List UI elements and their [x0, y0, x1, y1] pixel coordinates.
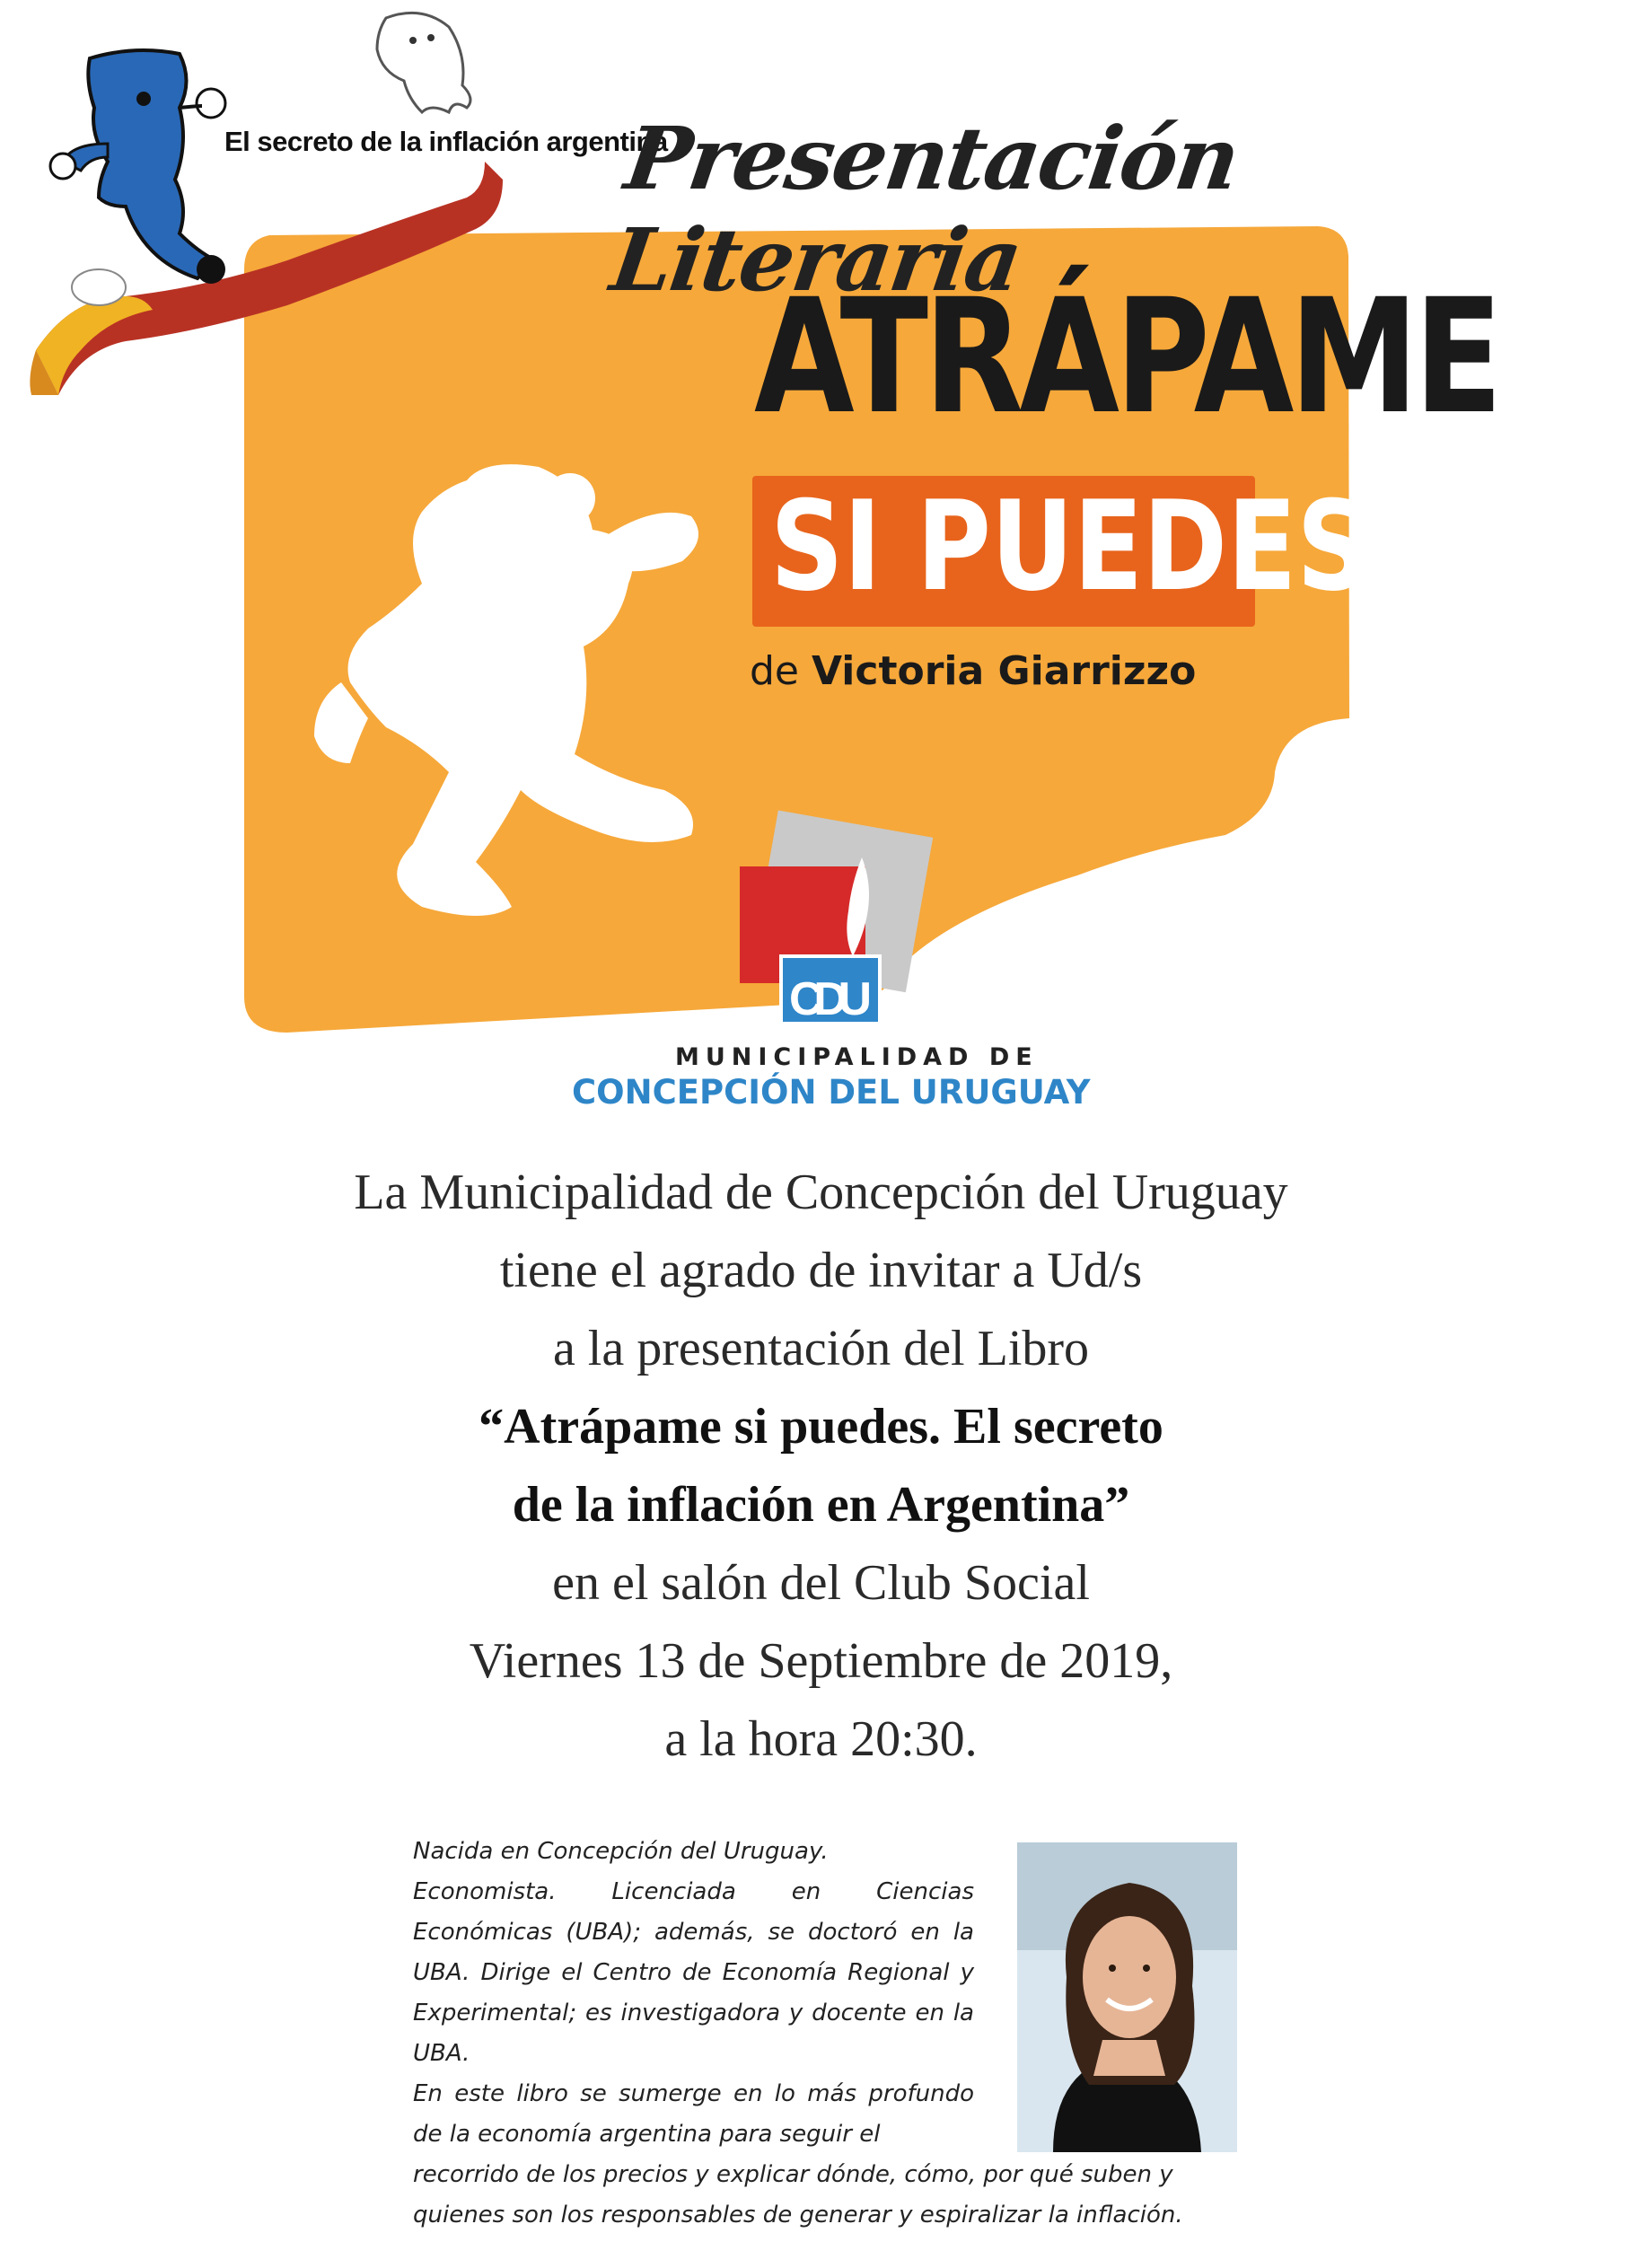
mascot-glove [50, 154, 75, 179]
municipality-name: CONCEPCIÓN DEL URUGUAY [572, 1073, 1091, 1112]
event-time: a la hora 20:30. [664, 1711, 978, 1767]
book-title-line1: ATRÁPAME [754, 265, 1498, 449]
bio-paragraph-3b: recorrido de los precios y explicar dónde, cómo, por qué suben y quienes son los responsables de generar y espiralizar la inflación. [413, 2161, 1183, 2228]
logo-badge-text: CDU [789, 973, 872, 1025]
invitation-text [0, 1154, 1642, 1779]
bio-paragraph-2: Economista. Licenciada en Ciencias Económicas (UBA); además, se doctoró en la UBA. Dirige el Centro de Economía Regional y Experimental; es investigadora y docente en la UBA. [413, 1878, 974, 2067]
ghost-icon [377, 13, 470, 112]
book-name-line-2: de la inflación en Argentina” [512, 1477, 1130, 1533]
event-date: Viernes 13 de Septiembre de 2019, [469, 1633, 1173, 1689]
page-title: Presentación Literaria [605, 108, 1244, 311]
author-bio [413, 1832, 1183, 2236]
mascot-shoe [197, 255, 225, 284]
book-title-line2: SI PUEDES [770, 474, 1370, 619]
author-name: Victoria Giarrizzo [812, 648, 1197, 694]
author-photo [1017, 1842, 1237, 2152]
invite-line-2: tiene el agrado de invitar a Ud/s [499, 1243, 1143, 1298]
author-line [750, 648, 1196, 694]
author-prefix: de [750, 648, 799, 694]
municipality-label: MUNICIPALIDAD DE [675, 1043, 1039, 1071]
invite-line-1: La Municipalidad de Concepción del Uruguay [354, 1165, 1288, 1220]
book-name-line-1: “Atrápame si puedes. El secreto [479, 1399, 1163, 1455]
invite-line-3: a la presentación del Libro [552, 1321, 1090, 1376]
bio-paragraph-1: Nacida en Concepción del Uruguay. [413, 1838, 829, 1865]
mascot-hand [197, 89, 225, 118]
series-label: El secreto de la inflación argentina [224, 126, 668, 157]
mascot-body [88, 50, 215, 278]
dust-cloud [72, 269, 126, 305]
bio-paragraph-3a: En este libro se sumerge en lo más profundo de la economía argentina para seguir el [413, 2080, 974, 2148]
venue-line: en el salón del Club Social [552, 1555, 1090, 1611]
